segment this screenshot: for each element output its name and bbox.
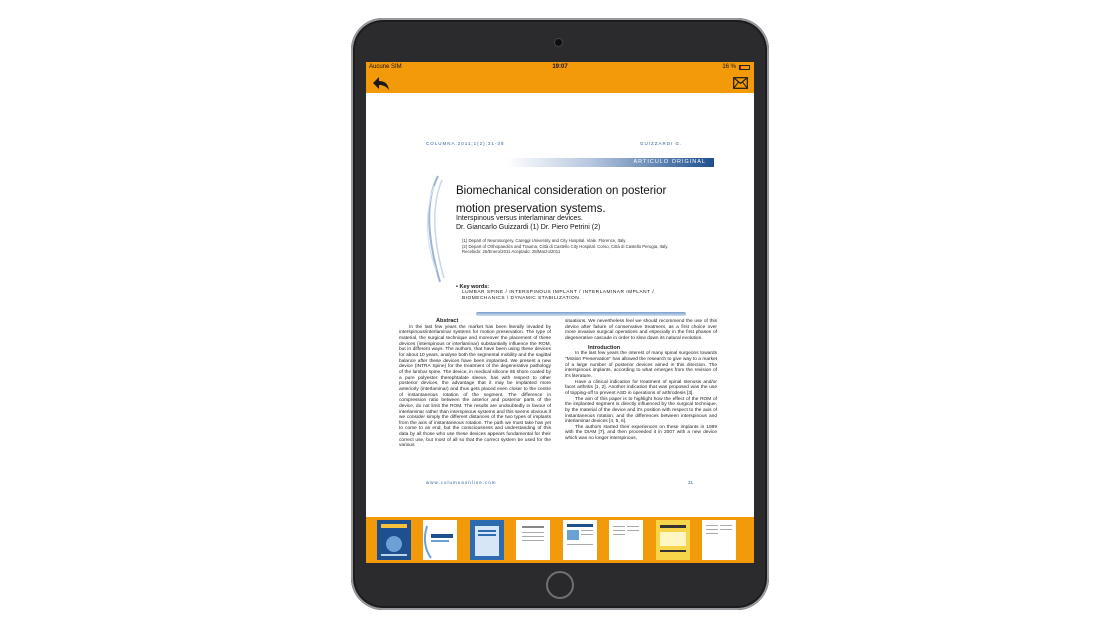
abstract-continuation: situations. We nevertheless feel we should recommend the use of this device after failure of conservative treatment, as a first choice over more invasive surgical operations and especially in the first phases of degenerative cascade in order to slow down its natural evolution. — [565, 319, 717, 341]
page-thumbnail-strip — [366, 517, 754, 563]
page-thumbnail[interactable] — [516, 520, 550, 560]
abstract-body: In the last few years the market has been literally invaded by interspinous/interlaminar systems for motion preservation. The type of material, the surgical technique and moreover the placement of these devices (interspinous or interlaminar) substantially influence the ROM, but in different ways. The authors, that have been using these devices for about 10 years, analyse both the segmental mobility and the sagittal balance after these devices have been implanted. We present a new device (INTRA Spine) for the treatment of the degenerative pathology of the lumbar spine. The device, in medical silicone 65 shore coated by a pure polyester therephtalate sleeve, has with respect to other posterior devices, the advantage that it may be implanted more anteriorly (interlaminar) and thus gets placed even closer to the centre of instantaneous rotation of the segment. The difference in compression ratio between the anterior and posterior parts of the device, do not limit the ROM. The results are undoubtedly in favour of interlaminar rather than interspinous systems and this seems obvious if we consider simply the different distances of the two types of implants from the axis of instantaneous rotation. The path we must take has yet to come to an end, but the consciousness and understanding of this data by all those who use these devices appears fundamental for their correct use, but most of all so that the correct system be used for the various — [399, 324, 551, 449]
keywords-list: LUMBAR SPINE / INTERSPINOUS IMPLANT / INTERLAMINAR IMPLANT / BIOMECHANICS / DYNAMIC STABILIZATION. — [462, 290, 655, 301]
affiliation-1: (1) Depart of Neurosurgery, Careggi University and City Hospital. Viale. Florence, Italy. — [462, 238, 627, 243]
page-thumbnail[interactable] — [656, 520, 690, 560]
introduction-heading: Introduction — [588, 344, 621, 351]
affiliation-2: (2) Depart of Orthopaedics and Trauma, Città di Castello City Hospital. Corso, Città di Castello Perugia, Italy. — [462, 243, 669, 249]
section-divider — [476, 312, 686, 316]
page-number: 31 — [687, 480, 693, 485]
intro-paragraph-3: The aim of this paper is to highlight how the effect of the ROM of the implanted segment is directly influenced by the surgical technique, by the material of the device and it's position with respect to the axis of instantaneous rotation, and the differences between interspinous and interlaminar devices [4, 5, 6]. — [565, 396, 717, 425]
battery-percent: 16 % — [722, 64, 736, 70]
document-page[interactable] — [366, 93, 754, 517]
keywords-heading: • Key words: — [456, 284, 490, 290]
footer-url: www.columnaonline.com — [426, 480, 497, 485]
intro-paragraph-2: Have a clinical indication for treatment of spinal stenosis and/or facet arthritis [1, 2]. Another indication that was proposed was the use of topping-off to prevent ASD in operations of arthrodesis [3]. — [565, 379, 717, 396]
received-dates: Recebido: 25/Enero/2011 Aceptado: 28/Marzo/2011 — [462, 249, 561, 254]
page-thumbnail[interactable] — [702, 520, 736, 560]
column-right — [565, 319, 717, 442]
mail-icon[interactable] — [733, 77, 748, 89]
intro-paragraph-1: In the last few years the interest of many spinal surgeons towards "Motion Preservation" has allowed the research to give way to a market of a large number of posterior devices aimed in this direction. The interspinous implants, according to what emerges from the revision of it's literature. — [565, 351, 717, 379]
section-label: ARTICULO ORIGINAL — [633, 159, 706, 165]
toolbar — [366, 74, 754, 93]
running-author: GUIZZARDI G. — [640, 141, 683, 146]
home-button[interactable] — [546, 571, 574, 599]
front-camera — [555, 39, 562, 46]
page-thumbnail[interactable] — [563, 520, 597, 560]
back-arrow-icon[interactable] — [372, 75, 390, 91]
battery-status — [722, 64, 750, 70]
journal-swoosh-graphic — [424, 174, 446, 284]
carrier-label: Aucune SIM — [369, 64, 402, 70]
journal-citation: COLUMNA.2011;1(2):31-38 — [426, 141, 505, 146]
page-thumbnail[interactable] — [423, 520, 457, 560]
intro-paragraph-4: The authors started their experiences on these implants in 1999 with the DIAM [7], and then proceeded it in 2007 with a new device which was no longer interspinous, — [565, 424, 717, 442]
article-title: Biomechanical consideration on posterior motion preservation systems. — [456, 185, 667, 215]
battery-icon — [739, 65, 750, 70]
section-band — [506, 158, 714, 167]
column-left — [399, 319, 551, 449]
page-thumbnail[interactable] — [470, 520, 504, 560]
page-thumbnail[interactable] — [609, 520, 643, 560]
article-subtitle: Interspinous versus interlaminar devices. — [456, 215, 583, 222]
page-thumbnail[interactable] — [377, 520, 411, 560]
screen — [366, 62, 754, 563]
abstract-heading: Abstract — [436, 318, 459, 324]
status-bar — [366, 62, 754, 74]
clock: 19:07 — [552, 64, 568, 70]
affiliations — [462, 238, 672, 255]
article-authors: Dr. Giancarlo Guizzardi (1) Dr. Piero Petrini (2) — [456, 224, 601, 231]
